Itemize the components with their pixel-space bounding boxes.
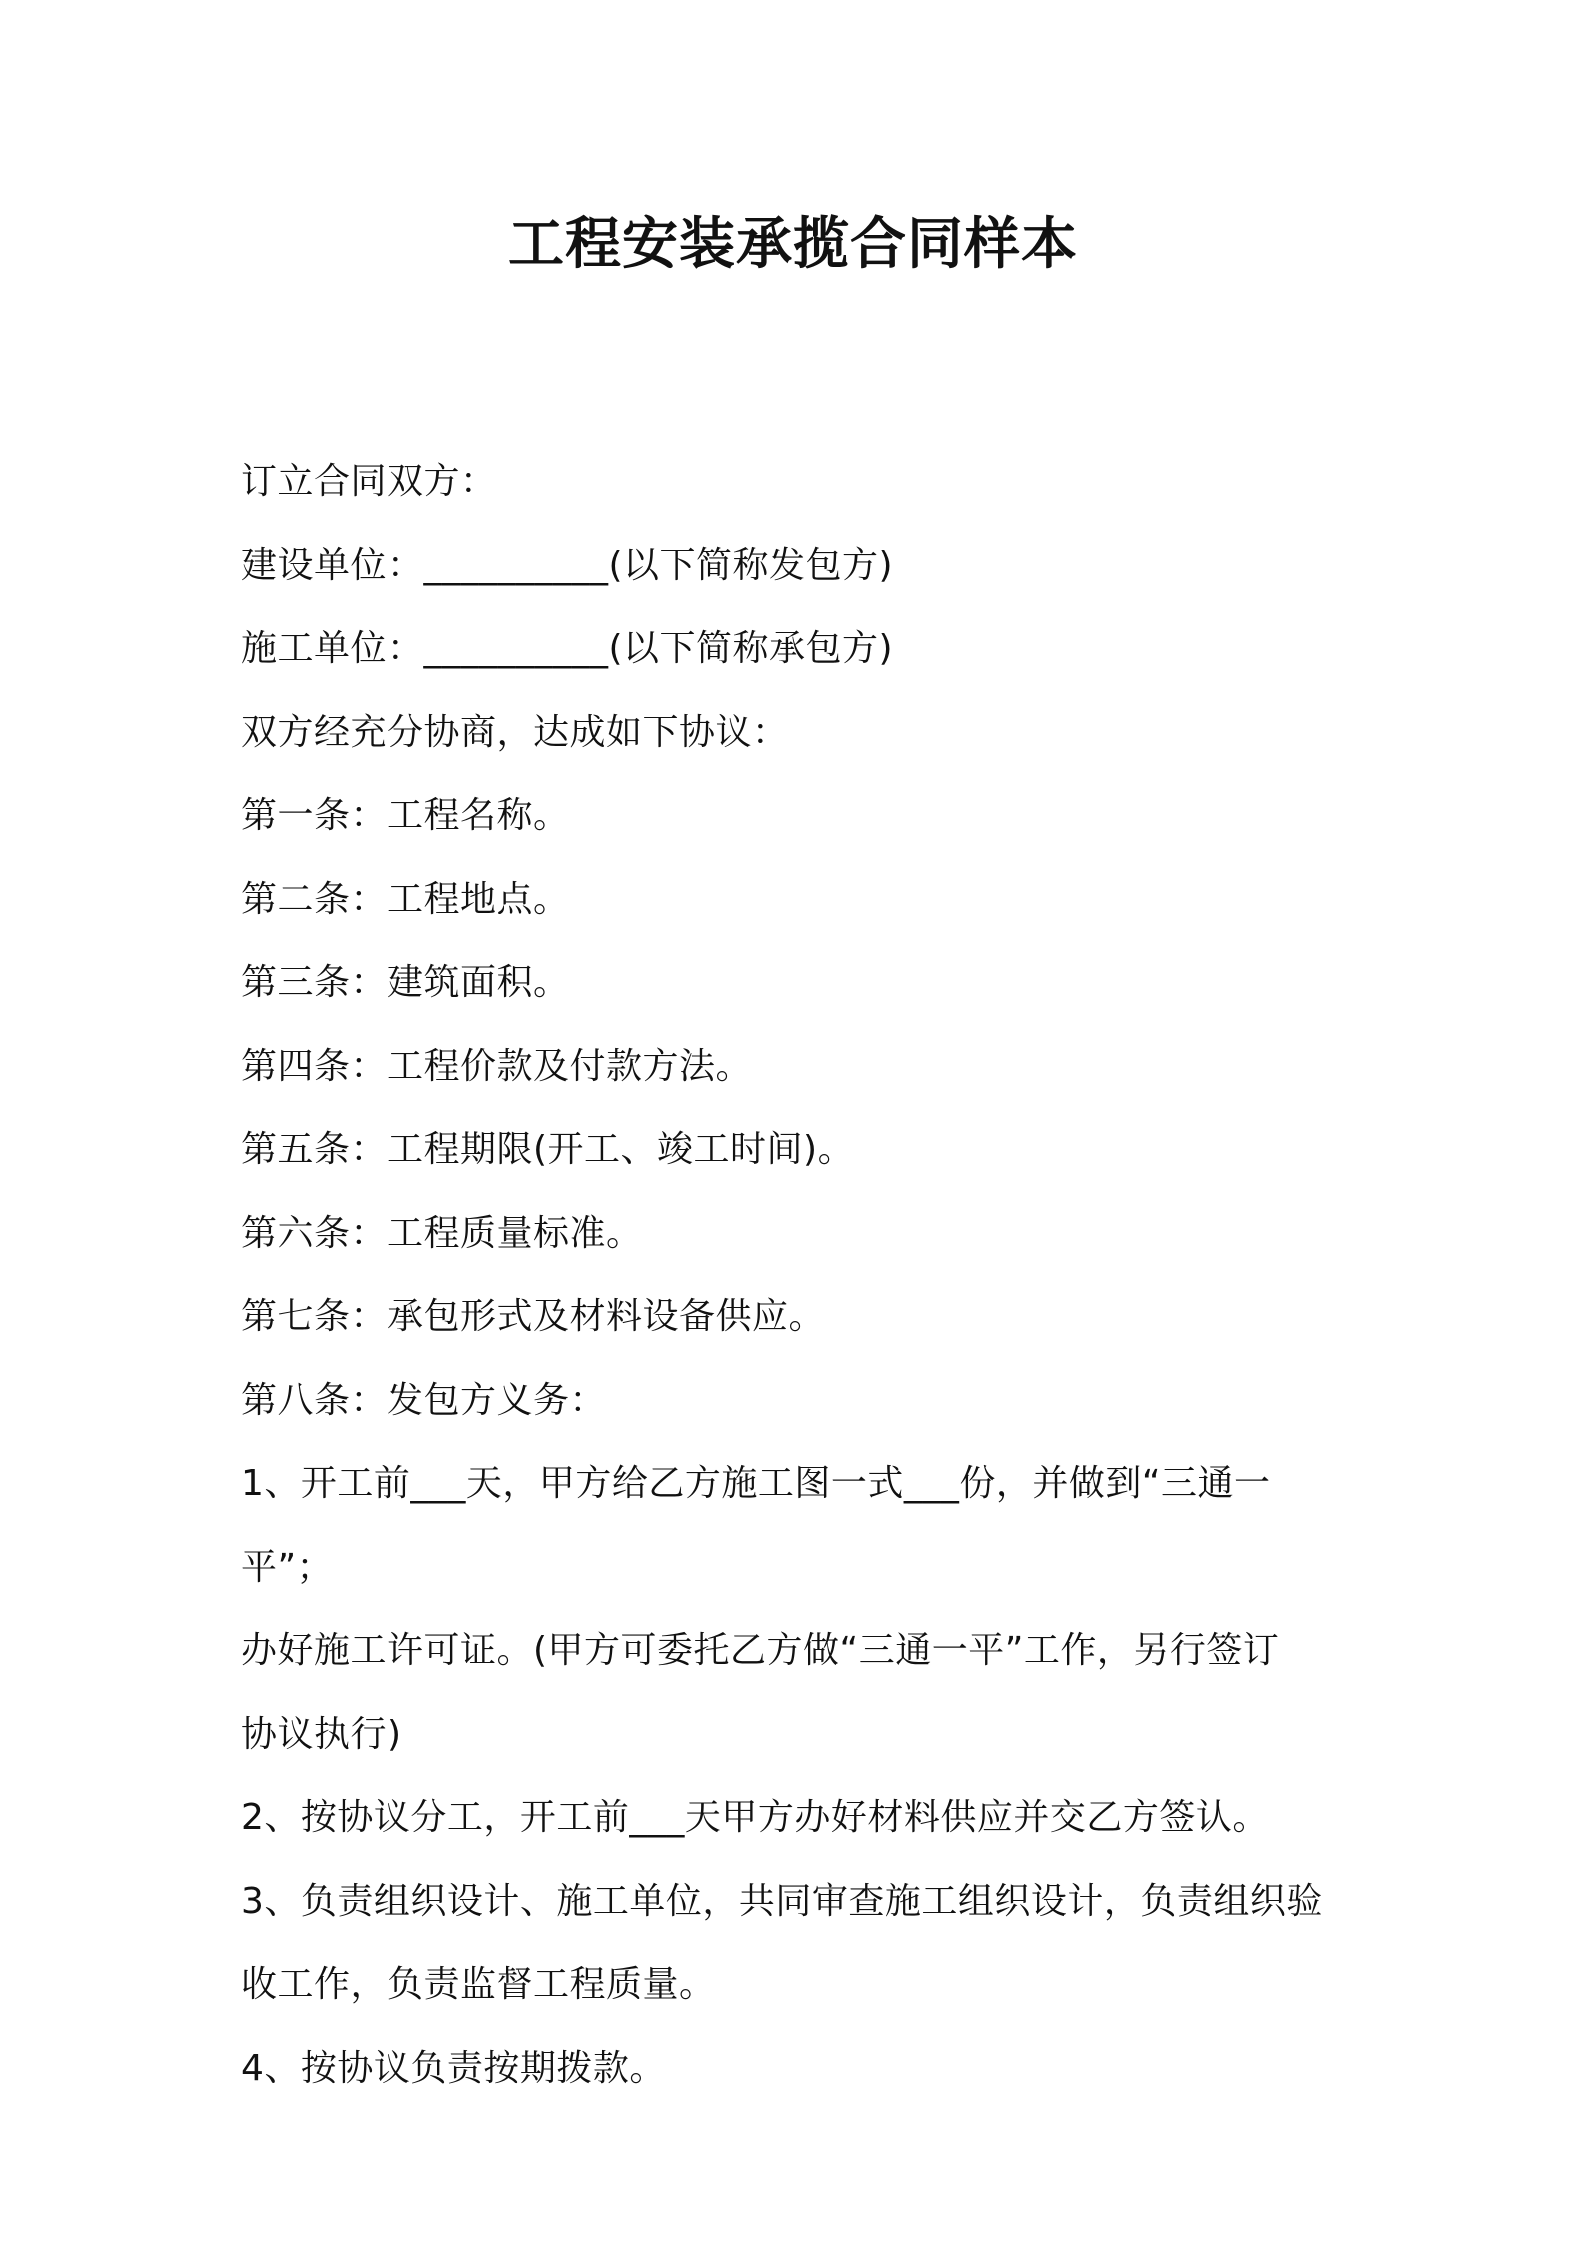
paragraph-article-8: 第八条：发包方义务： [241, 1379, 607, 1421]
paragraph-agreement-intro: 双方经充分协商，达成如下协议： [241, 711, 789, 753]
paragraph-article-3: 第三条：建筑面积。 [241, 962, 570, 1003]
document-title: 工程安装承揽合同样本 [508, 212, 1078, 277]
paragraph-duty-1-line-2: 办好施工许可证。(甲方可委托乙方做“三通一平”工作，另行签订 [241, 1630, 1280, 1671]
paragraph-owner-unit: 建设单位：__________(以下简称发包方) [241, 544, 894, 586]
paragraph-duty-4: 4、按协议负责按期拨款。 [241, 2047, 666, 2089]
paragraph-article-2: 第二条：工程地点。 [241, 878, 570, 920]
paragraph-article-1: 第一条：工程名称。 [241, 795, 570, 836]
paragraph-contractor-unit: 施工单位：__________(以下简称承包方) [241, 628, 894, 669]
paragraph-article-4: 第四条：工程价款及付款方法。 [241, 1045, 753, 1087]
paragraph-duty-3-line-1: 3、负责组织设计、施工单位，共同审查施工组织设计，负责组织验 [241, 1880, 1323, 1922]
paragraph-duty-2: 2、按协议分工，开工前___天甲方办好材料供应并交乙方签认。 [241, 1797, 1269, 1838]
document-body [241, 440, 1361, 2110]
paragraph-article-5: 第五条：工程期限(开工、竣工时间)。 [241, 1129, 855, 1170]
paragraph-article-6: 第六条：工程质量标准。 [241, 1212, 643, 1254]
paragraph-article-7: 第七条：承包形式及材料设备供应。 [241, 1296, 826, 1337]
paragraph-duty-3-line-2: 收工作，负责监督工程质量。 [241, 1964, 716, 2005]
paragraph-duty-1-line-3: 协议执行) [241, 1713, 402, 1755]
paragraph-parties-heading: 订立合同双方： [241, 461, 497, 502]
paragraph-duty-1-line-1: 1、开工前___天，甲方给乙方施工图一式___份，并做到“三通一平”； [241, 1463, 1271, 1588]
